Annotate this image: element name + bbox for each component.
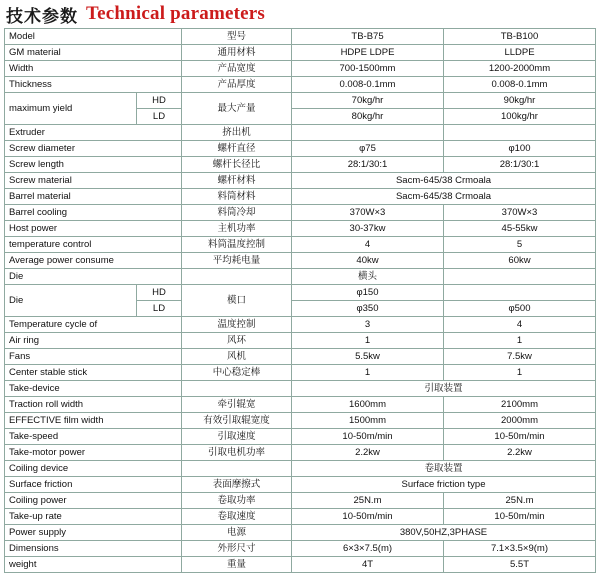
parameters-table xyxy=(4,28,596,573)
section-label-en: Coiling device xyxy=(5,461,182,477)
row-value-both: Sacm-645/38 Crmoala xyxy=(292,173,596,189)
row-label: Barrel cooling xyxy=(5,205,182,221)
row-label: Fans xyxy=(5,349,182,365)
row-value-b75: 2.2kw xyxy=(292,445,444,461)
row-label: Screw diameter xyxy=(5,141,182,157)
section-header-extruder xyxy=(5,125,596,141)
row-value-b100: 100kg/hr xyxy=(444,109,596,125)
row-sublabel-hd: HD xyxy=(137,93,182,109)
section-label-en: Extruder xyxy=(5,125,182,141)
row-label-cn: 主机功率 xyxy=(182,221,292,237)
row-value-b100: φ500 xyxy=(444,301,596,317)
row-label-cn: 牵引辊宽 xyxy=(182,397,292,413)
table-row xyxy=(5,349,596,365)
table-header-row xyxy=(5,29,596,45)
row-value-b75: φ150 xyxy=(292,285,444,301)
row-value-b100: 2100mm xyxy=(444,397,596,413)
table-row xyxy=(5,221,596,237)
table-row xyxy=(5,141,596,157)
row-value-b75: 28:1/30:1 xyxy=(292,157,444,173)
table-row xyxy=(5,509,596,525)
row-label: maximum yield xyxy=(5,93,137,125)
row-value-b100: 370W×3 xyxy=(444,205,596,221)
row-label: Dimensions xyxy=(5,541,182,557)
table-row xyxy=(5,253,596,269)
row-label: temperature control xyxy=(5,237,182,253)
row-label: Width xyxy=(5,61,182,77)
row-label-cn: 最大产量 xyxy=(182,93,292,125)
section-spacer-b75 xyxy=(292,125,444,141)
section-spacer-b100 xyxy=(444,269,596,285)
table-row xyxy=(5,541,596,557)
row-value-both: 380V,50HZ,3PHASE xyxy=(292,525,596,541)
row-label: Thickness xyxy=(5,77,182,93)
table-row xyxy=(5,429,596,445)
row-label: EFFECTIVE film width xyxy=(5,413,182,429)
row-sublabel-ld: LD xyxy=(137,109,182,125)
table-row xyxy=(5,189,596,205)
row-label: Take-speed xyxy=(5,429,182,445)
row-value-b75: 40kw xyxy=(292,253,444,269)
row-value-b75: 70kg/hr xyxy=(292,93,444,109)
row-value-b100: 1200-2000mm xyxy=(444,61,596,77)
row-label: Center stable stick xyxy=(5,365,182,381)
table-row xyxy=(5,93,596,109)
section-label-cn: 引取装置 xyxy=(292,381,596,397)
section-spacer-cn xyxy=(182,381,292,397)
page-title-cn: 技术参数 xyxy=(6,6,78,27)
row-label: Traction roll width xyxy=(5,397,182,413)
table-row xyxy=(5,173,596,189)
row-label: Power supply xyxy=(5,525,182,541)
row-value-b75: 10-50m/min xyxy=(292,429,444,445)
section-header-die xyxy=(5,269,596,285)
row-label-cn: 螺杆长径比 xyxy=(182,157,292,173)
row-label: Surface friction xyxy=(5,477,182,493)
row-value-b75: φ75 xyxy=(292,141,444,157)
row-value-b75: 6×3×7.5(m) xyxy=(292,541,444,557)
row-label-cn: 卷取功率 xyxy=(182,493,292,509)
row-label-cn: 模口 xyxy=(182,285,292,317)
header-model-en: Model xyxy=(5,29,182,45)
row-label: Barrel material xyxy=(5,189,182,205)
row-sublabel-ld: LD xyxy=(137,301,182,317)
table-row xyxy=(5,477,596,493)
row-label-cn: 有效引取辊宽度 xyxy=(182,413,292,429)
row-label: weight xyxy=(5,557,182,573)
row-value-b75: 0.008-0.1mm xyxy=(292,77,444,93)
row-value-b75: 25N.m xyxy=(292,493,444,509)
section-label-cn: 挤出机 xyxy=(182,125,292,141)
row-label-cn: 中心稳定棒 xyxy=(182,365,292,381)
header-col-tb-b75: TB-B75 xyxy=(292,29,444,45)
row-value-b100: 7.1×3.5×9(m) xyxy=(444,541,596,557)
table-row xyxy=(5,45,596,61)
row-value-both: Sacm-645/38 Crmoala xyxy=(292,189,596,205)
row-label: Coiling power xyxy=(5,493,182,509)
table-row xyxy=(5,61,596,77)
row-value-b100: 0.008-0.1mm xyxy=(444,77,596,93)
row-value-b75: 4 xyxy=(292,237,444,253)
row-value-b75: 1500mm xyxy=(292,413,444,429)
table-row xyxy=(5,285,596,301)
row-label: Take-up rate xyxy=(5,509,182,525)
section-label-cn: 卷取装置 xyxy=(292,461,596,477)
table-row xyxy=(5,413,596,429)
row-value-b75: 1600mm xyxy=(292,397,444,413)
row-value-b100: 10-50m/min xyxy=(444,509,596,525)
row-value-b75: 4T xyxy=(292,557,444,573)
row-value-b100 xyxy=(444,285,596,301)
table-row xyxy=(5,525,596,541)
row-value-b100: LLDPE xyxy=(444,45,596,61)
section-label-en: Die xyxy=(5,269,182,285)
row-label: Die xyxy=(5,285,137,317)
row-value-b100: 90kg/hr xyxy=(444,93,596,109)
row-label-cn: 料筒温度控制 xyxy=(182,237,292,253)
row-value-b100: 4 xyxy=(444,317,596,333)
section-spacer-cn xyxy=(182,461,292,477)
section-spacer-b100 xyxy=(444,125,596,141)
section-label-cn: 横头 xyxy=(292,269,444,285)
row-label: Take-motor power xyxy=(5,445,182,461)
row-value-b100: 45-55kw xyxy=(444,221,596,237)
row-value-b75: 1 xyxy=(292,333,444,349)
row-label-cn: 螺杆直径 xyxy=(182,141,292,157)
row-label-cn: 引取电机功率 xyxy=(182,445,292,461)
row-label-cn: 表面摩擦式 xyxy=(182,477,292,493)
row-label-cn: 卷取速度 xyxy=(182,509,292,525)
row-value-b100: φ100 xyxy=(444,141,596,157)
row-value-b100: 7.5kw xyxy=(444,349,596,365)
section-label-en: Take-device xyxy=(5,381,182,397)
row-label: Temperature cycle of xyxy=(5,317,182,333)
row-label: Host power xyxy=(5,221,182,237)
table-row xyxy=(5,157,596,173)
row-label: GM material xyxy=(5,45,182,61)
row-label: Average power consume xyxy=(5,253,182,269)
row-label-cn: 产品宽度 xyxy=(182,61,292,77)
page-title-en: Technical parameters xyxy=(86,3,266,24)
row-sublabel-hd: HD xyxy=(137,285,182,301)
header-col-tb-b100: TB-B100 xyxy=(444,29,596,45)
row-label-cn: 料筒材料 xyxy=(182,189,292,205)
row-label-cn: 产品厚度 xyxy=(182,77,292,93)
row-value-b100: 2000mm xyxy=(444,413,596,429)
section-header-coiling-device xyxy=(5,461,596,477)
row-value-b100: 5.5T xyxy=(444,557,596,573)
table-row xyxy=(5,333,596,349)
row-value-b75: 5.5kw xyxy=(292,349,444,365)
row-value-b75: 3 xyxy=(292,317,444,333)
row-value-b75: 700-1500mm xyxy=(292,61,444,77)
row-label-cn: 引取速度 xyxy=(182,429,292,445)
table-row xyxy=(5,365,596,381)
row-value-b75: 10-50m/min xyxy=(292,509,444,525)
section-header-take-device xyxy=(5,381,596,397)
row-label-cn: 螺杆材料 xyxy=(182,173,292,189)
row-value-b100: 60kw xyxy=(444,253,596,269)
row-label: Screw material xyxy=(5,173,182,189)
row-value-b100: 2.2kw xyxy=(444,445,596,461)
table-row xyxy=(5,557,596,573)
row-value-b75: φ350 xyxy=(292,301,444,317)
table-row xyxy=(5,493,596,509)
row-label-cn: 温度控制 xyxy=(182,317,292,333)
section-spacer-cn xyxy=(182,269,292,285)
table-row xyxy=(5,397,596,413)
row-value-b75: 370W×3 xyxy=(292,205,444,221)
row-label-cn: 风环 xyxy=(182,333,292,349)
row-label-cn: 风机 xyxy=(182,349,292,365)
row-value-both: Surface friction type xyxy=(292,477,596,493)
table-body xyxy=(5,29,596,573)
row-value-b75: 30-37kw xyxy=(292,221,444,237)
table-row xyxy=(5,77,596,93)
table-row xyxy=(5,237,596,253)
row-value-b100: 5 xyxy=(444,237,596,253)
row-value-b100: 28:1/30:1 xyxy=(444,157,596,173)
row-label-cn: 外形尺寸 xyxy=(182,541,292,557)
row-value-b75: 80kg/hr xyxy=(292,109,444,125)
row-value-b100: 1 xyxy=(444,333,596,349)
table-row xyxy=(5,205,596,221)
row-label: Air ring xyxy=(5,333,182,349)
header-model-cn: 型号 xyxy=(182,29,292,45)
row-value-b100: 1 xyxy=(444,365,596,381)
row-value-b100: 10-50m/min xyxy=(444,429,596,445)
row-label-cn: 电源 xyxy=(182,525,292,541)
row-value-b75: 1 xyxy=(292,365,444,381)
row-label-cn: 平均耗电量 xyxy=(182,253,292,269)
row-label-cn: 重量 xyxy=(182,557,292,573)
row-value-b75: HDPE LDPE xyxy=(292,45,444,61)
page-title xyxy=(0,0,600,28)
row-label-cn: 料筒冷却 xyxy=(182,205,292,221)
row-value-b100: 25N.m xyxy=(444,493,596,509)
row-label-cn: 通用材料 xyxy=(182,45,292,61)
row-label: Screw length xyxy=(5,157,182,173)
table-row xyxy=(5,317,596,333)
